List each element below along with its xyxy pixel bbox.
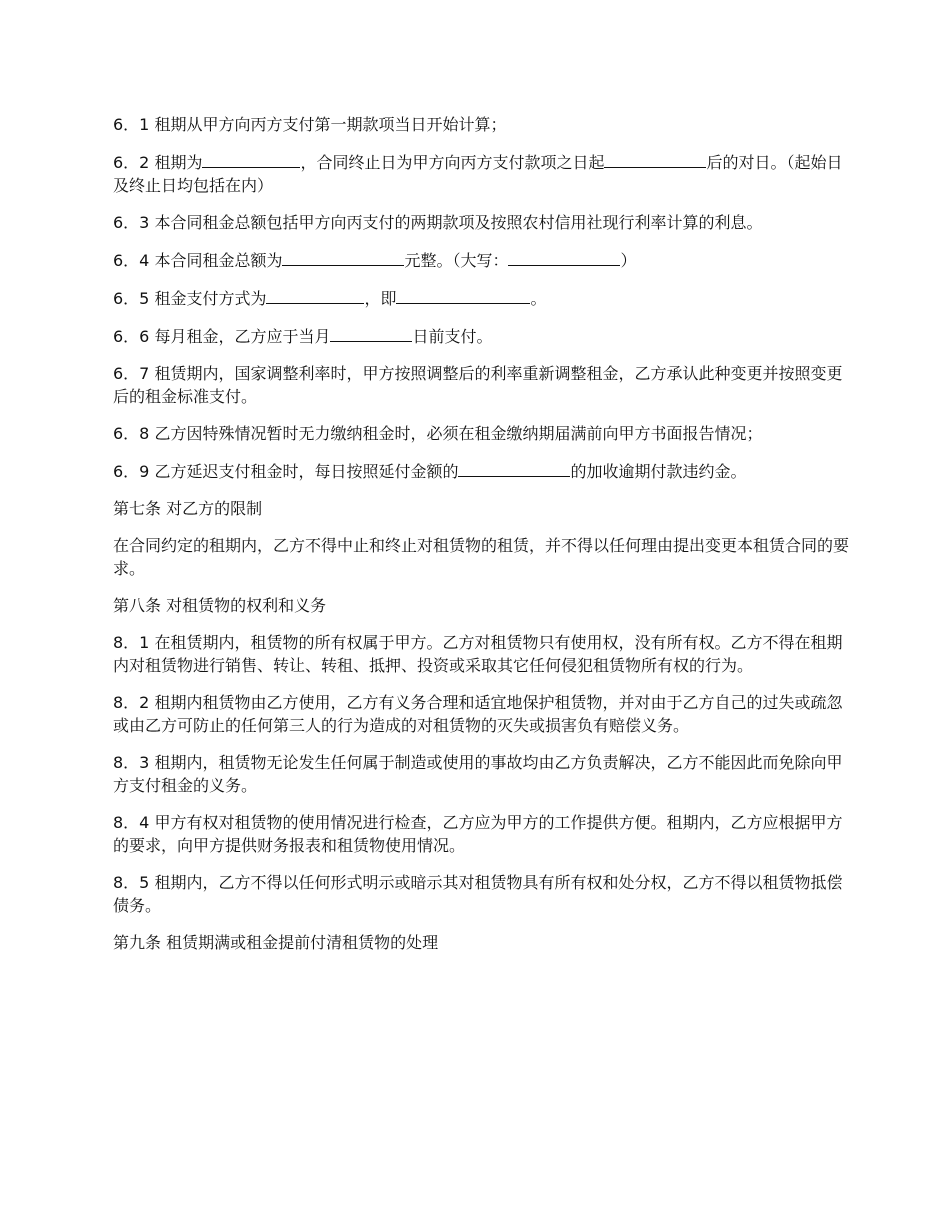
clause-8-1 (113, 631, 850, 677)
clause-text: ） (620, 251, 637, 270)
clause-8-4 (113, 811, 850, 857)
clause-text: 的加收逾期付款违约金。 (570, 462, 747, 481)
fill-blank-payment-method (266, 286, 364, 304)
clause-text: 6．1 租期从甲方向丙方支付第一期款项当日开始计算； (113, 115, 507, 134)
clause-text: 6．8 乙方因特殊情况暂时无力缴纳租金时，必须在租金缴纳期届满前向甲方书面报告情况； (113, 424, 763, 443)
clause-text: 6．5 租金支付方式为 (113, 289, 267, 308)
clause-text: 后的对日。（起始日及终止日均包括在内） (113, 153, 843, 195)
clause-text: 8．3 租期内，租赁物无论发生任何属于制造或使用的事故均由乙方负责解决，乙方不能因此而免除向甲方支付租金的义务。 (113, 753, 843, 795)
clause-6-8 (113, 422, 850, 445)
clause-6-2 (113, 150, 850, 197)
article-title: 第八条 对租赁物的权利和义务 (113, 596, 327, 615)
article-9-heading (113, 931, 850, 954)
clause-text: 8．1 在租赁期内，租赁物的所有权属于甲方。乙方对租赁物只有使用权，没有所有权。乙方不得在租期内对租赁物进行销售、转让、转租、抵押、投资或采取其它任何侵犯租赁物所有权的行为。 (113, 633, 843, 675)
clause-text: 元整。（大写： (404, 251, 509, 270)
fill-blank-penalty-rate (458, 459, 570, 477)
clause-text: 。 (530, 289, 547, 308)
clause-text: 6．3 本合同租金总额包括甲方向丙支付的两期款项及按照农村信用社现行利率计算的利息。 (113, 213, 763, 232)
article-7-body (113, 534, 850, 580)
fill-blank-total-rent (282, 248, 404, 266)
article-7-heading (113, 497, 850, 520)
clause-8-5 (113, 871, 850, 917)
clause-text: 6．2 租期为 (113, 153, 203, 172)
clause-text: ，即 (364, 289, 397, 308)
article-8-heading (113, 594, 850, 617)
clause-6-9 (113, 459, 850, 483)
article-title: 第七条 对乙方的限制 (113, 499, 263, 518)
clause-text: 6．9 乙方延迟支付租金时，每日按照延付金额的 (113, 462, 459, 481)
clause-text: ，合同终止日为甲方向丙方支付款项之日起 (300, 153, 605, 172)
clause-6-4 (113, 248, 850, 272)
fill-blank-lease-term (202, 150, 300, 168)
clause-text: 6．6 每月租金，乙方应于当月 (113, 327, 331, 346)
clause-text: 8．5 租期内，乙方不得以任何形式明示或暗示其对租赁物具有所有权和处分权，乙方不得以租赁物抵偿债务。 (113, 873, 843, 915)
clause-text: 日前支付。 (412, 327, 493, 346)
clause-6-7 (113, 362, 850, 408)
clause-text: 8．4 甲方有权对租赁物的使用情况进行检查，乙方应为甲方的工作提供方便。租期内，乙方应根据甲方的要求，向甲方提供财务报表和租赁物使用情况。 (113, 813, 843, 855)
clause-text: 6．7 租赁期内，国家调整利率时，甲方按照调整后的利率重新调整租金，乙方承认此种变更并按照变更后的租金标准支付。 (113, 364, 843, 406)
fill-blank-pay-day (330, 324, 412, 342)
clause-8-2 (113, 691, 850, 737)
clause-8-3 (113, 751, 850, 797)
clause-text: 8．2 租期内租赁物由乙方使用，乙方有义务合理和适宜地保护租赁物，并对由于乙方自己的过失或疏忽或由乙方可防止的任何第三人的行为造成的对租赁物的灭失或损害负有赔偿义务。 (113, 693, 843, 735)
clause-text: 6．4 本合同租金总额为 (113, 251, 283, 270)
clause-6-1 (113, 113, 850, 136)
fill-blank-payment-detail (396, 286, 530, 304)
clause-6-5 (113, 286, 850, 310)
fill-blank-end-offset (604, 150, 706, 168)
clause-6-6 (113, 324, 850, 348)
clause-text: 在合同约定的租期内，乙方不得中止和终止对租赁物的租赁，并不得以任何理由提出变更本租赁合同的要求。 (113, 536, 850, 578)
fill-blank-total-rent-capital (508, 248, 620, 266)
clause-6-3 (113, 211, 850, 234)
article-title: 第九条 租赁期满或租金提前付清租赁物的处理 (113, 933, 439, 952)
